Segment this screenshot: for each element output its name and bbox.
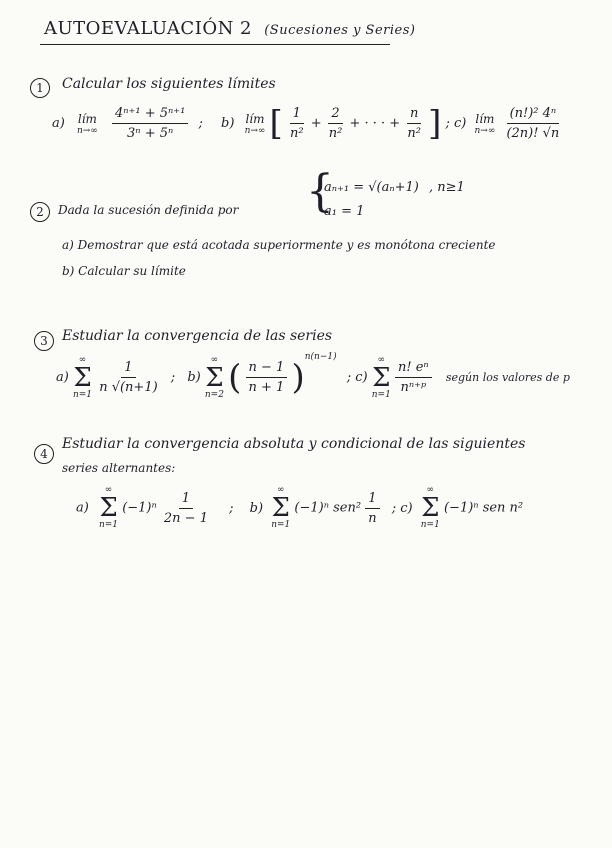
q3-b-sigma-icon: Σ <box>205 362 224 393</box>
q4-expression-row <box>76 486 523 530</box>
q3-a-sigma-icon: Σ <box>73 362 92 393</box>
q4-c-sum <box>421 486 440 530</box>
q1-b-term-3-den: n² <box>407 126 421 141</box>
q1-a-denominator: 3ⁿ + 5ⁿ <box>127 126 174 141</box>
q3-c-note: según los valores de p <box>445 371 570 384</box>
q1-b-open-bracket: [ <box>269 103 283 144</box>
q4-a-fraction <box>161 491 211 526</box>
q2-rec1-cond: , n≥1 <box>429 180 465 195</box>
q4-a-term: (−1)ⁿ <box>122 500 157 516</box>
q3-b-open-paren: ( <box>228 357 242 398</box>
q4-b-fraction <box>365 491 379 526</box>
subtitle-text: (Sucesiones y Series) <box>264 23 416 38</box>
q3-a-fraction <box>96 360 160 395</box>
q3-b-exponent: n(n−1) <box>304 352 337 362</box>
q3-a-denominator: n √(n+1) <box>99 380 158 395</box>
title-text: AUTOEVALUACIÓN 2 <box>44 18 252 39</box>
q1-a-limit <box>77 112 98 136</box>
q3-b-sum-upper: ∞ <box>210 354 219 365</box>
q4-c-sigma-icon: Σ <box>421 493 440 523</box>
q1-a-fraction <box>112 106 188 141</box>
q4-c-sum-lower: n=1 <box>420 520 440 530</box>
q1-c-numerator: (n!)² 4ⁿ <box>507 106 560 124</box>
q3-expression-row <box>56 352 570 400</box>
q4-separator-1: ; <box>229 500 234 516</box>
q1-b-close-bracket: ] <box>428 103 442 144</box>
q3-b-denominator: n + 1 <box>248 380 285 395</box>
q1-c-fraction <box>503 106 562 141</box>
q4-c-term: (−1)ⁿ sen n² <box>443 500 524 516</box>
q4-statement: Estudiar la convergencia absoluta y condicional de las siguientes <box>62 436 526 452</box>
q3-b-sum-lower: n=2 <box>204 389 224 400</box>
q1-b-term-2-den: n² <box>328 126 343 141</box>
q1-expression-row <box>52 103 562 144</box>
q4-a-sum-lower: n=1 <box>98 520 119 530</box>
q1-b-plus: + <box>310 116 322 131</box>
q2-part-b: b) Calcular su límite <box>62 264 186 278</box>
q3-c-sum-upper: ∞ <box>377 354 386 365</box>
q3-b-label: b) <box>187 370 201 385</box>
q1-b-lim-word: lím <box>245 111 265 126</box>
q4-c-label: ; c) <box>391 500 413 516</box>
q2-brace: { <box>306 166 334 217</box>
page-title <box>44 18 415 39</box>
q2-rec1: aₙ₊₁ = √(aₙ+1) <box>324 180 419 195</box>
q1-b-term-3-num: n <box>407 106 421 124</box>
q1-a-numerator: 4ⁿ⁺¹ + 5ⁿ⁺¹ <box>112 106 188 124</box>
q3-c-sum-lower: n=1 <box>371 389 391 400</box>
q4-a-sigma-icon: Σ <box>99 493 118 523</box>
q1-b-dots: + · · · + <box>349 116 401 131</box>
q3-c-fraction <box>395 360 432 395</box>
q3-a-sum-upper: ∞ <box>78 354 87 365</box>
q4-c-sum-upper: ∞ <box>426 485 435 495</box>
q3-c-label: ; c) <box>346 370 368 385</box>
q3-b-fraction <box>246 360 288 395</box>
q2-part-a: a) Demostrar que está acotada superiormente y es monótona creciente <box>62 238 496 252</box>
q3-b-numerator: n − 1 <box>246 360 288 378</box>
q1-b-term-2-num: 2 <box>328 106 342 124</box>
q4-b-label: b) <box>249 500 264 516</box>
q3-b-close-paren: ) <box>291 357 305 398</box>
q1-a-lim-sub: n→∞ <box>76 125 98 136</box>
q4-b-sigma-icon: Σ <box>271 493 290 523</box>
q1-a-lim-word: lím <box>77 111 97 126</box>
question-number-3: 3 <box>34 331 54 351</box>
q1-c-limit <box>474 112 495 136</box>
q1-c-lim-sub: n→∞ <box>474 125 496 136</box>
q3-c-sum <box>372 356 391 400</box>
q3-c-sigma-icon: Σ <box>372 362 391 393</box>
q4-b-sum-lower: n=1 <box>271 520 291 530</box>
q3-statement: Estudiar la convergencia de las series <box>62 328 333 344</box>
q1-b-term-3 <box>404 106 424 141</box>
question-number-4: 4 <box>34 444 54 464</box>
q1-c-lim-word: lím <box>475 111 495 126</box>
q1-c-label: ; c) <box>445 116 467 131</box>
q1-b-limit <box>245 112 266 136</box>
q3-a-sum-lower: n=1 <box>72 389 93 400</box>
q3-a-numerator: 1 <box>121 360 135 378</box>
q4-statement-2: series alternantes: <box>62 461 176 475</box>
q1-b-term-2 <box>326 106 346 141</box>
q3-c-numerator: n! eⁿ <box>395 360 432 378</box>
q1-b-term-1-num: 1 <box>290 106 304 124</box>
q4-a-denominator: 2n − 1 <box>163 510 208 526</box>
q3-b-sum <box>205 356 224 400</box>
q2-statement: Dada la sucesión definida por <box>58 203 239 217</box>
q1-statement: Calcular los siguientes límites <box>62 76 276 92</box>
q4-a-sum <box>99 486 118 530</box>
q3-a-sum <box>73 356 92 400</box>
q4-b-denominator: n <box>368 510 377 526</box>
q4-b-sum-upper: ∞ <box>276 485 285 495</box>
q4-b-numerator: 1 <box>365 491 379 509</box>
q3-separator-1: ; <box>170 370 176 385</box>
q3-c-denominator: nⁿ⁺ᵖ <box>400 380 427 395</box>
q1-c-denominator: (2n)! √n <box>506 126 560 141</box>
q1-b-lim-sub: n→∞ <box>244 125 266 136</box>
title-underline <box>40 44 390 45</box>
q4-a-sum-upper: ∞ <box>104 485 113 495</box>
q4-a-label: a) <box>76 500 89 516</box>
q1-separator-1: ; <box>198 116 203 131</box>
q2-recurrence-1 <box>324 180 465 195</box>
q2-recurrence-2: a₁ = 1 <box>324 204 365 219</box>
q4-a-numerator: 1 <box>179 491 193 509</box>
q4-b-sum <box>271 486 290 530</box>
q1-b-label: b) <box>221 116 235 131</box>
q1-b-term-1-den: n² <box>289 126 304 141</box>
q3-a-label: a) <box>56 370 69 385</box>
question-number-1: 1 <box>30 78 50 98</box>
q4-b-term: (−1)ⁿ sen² <box>294 500 362 516</box>
q1-a-label: a) <box>52 116 65 131</box>
q1-b-term-1 <box>287 106 307 141</box>
question-number-2: 2 <box>30 202 50 222</box>
